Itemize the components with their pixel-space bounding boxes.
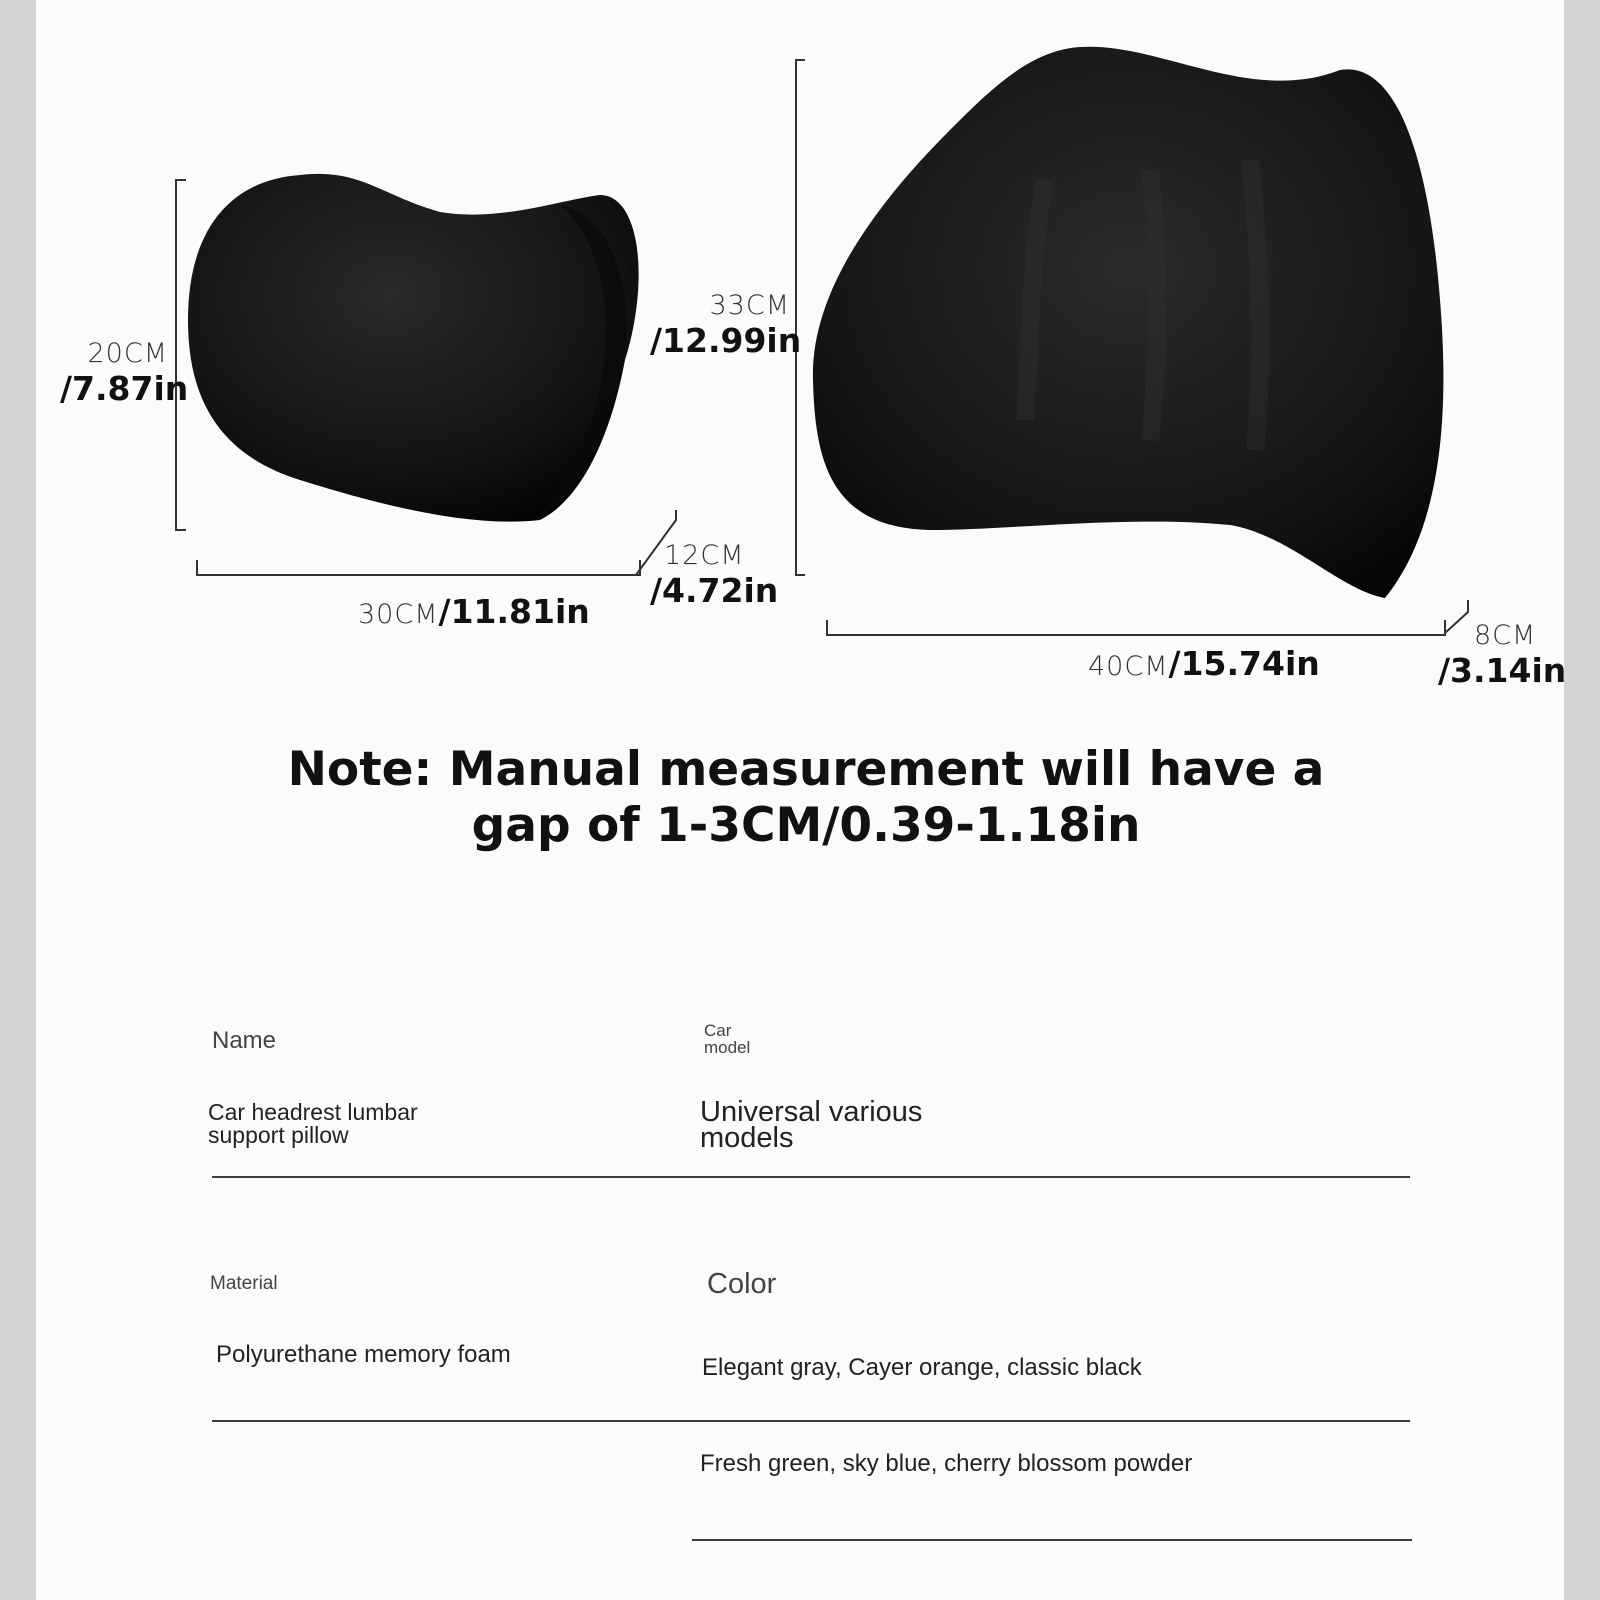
headrest-width-in: /11.81in <box>438 592 590 631</box>
lumbar-pillow <box>813 47 1444 598</box>
name-value: Car headrest lumbar support pillow <box>208 1099 418 1148</box>
material-value: Polyurethane memory foam <box>216 1341 511 1368</box>
lumbar-height-in: /12.99in <box>650 321 802 360</box>
color-label: Color <box>707 1268 777 1300</box>
headrest-depth-cm: 12CM <box>664 540 745 571</box>
material-label: Material <box>210 1273 278 1294</box>
car-model-label: Car model <box>704 1021 751 1057</box>
color-value-2: Fresh green, sky blue, cherry blossom powder <box>700 1450 1193 1477</box>
lumbar-height-cm: 33CM <box>709 290 790 321</box>
headrest-width-cm: 30CM <box>358 599 439 630</box>
lumbar-width-in: /15.74in <box>1168 644 1320 683</box>
lumbar-depth-cm: 8CM <box>1474 620 1537 651</box>
headrest-depth-label <box>650 540 778 610</box>
name-label: Name <box>212 1027 277 1054</box>
lumbar-depth-in: /3.14in <box>1438 651 1567 690</box>
car-model-value: Universal various models <box>700 1096 923 1154</box>
measurement-note: Note: Manual measurement will have a gap of 1-3CM/0.39-1.18in <box>287 742 1325 853</box>
color-value-1: Elegant gray, Cayer orange, classic black <box>702 1354 1142 1381</box>
headrest-height-label <box>60 338 189 408</box>
product-illustration <box>0 0 1600 720</box>
headrest-pillow <box>188 174 639 522</box>
headrest-height-in: /7.87in <box>60 369 189 408</box>
headrest-depth-in: /4.72in <box>650 571 779 610</box>
spec-divider-1 <box>212 1176 1410 1178</box>
headrest-width-label <box>358 592 590 631</box>
lumbar-width-cm: 40CM <box>1088 651 1169 682</box>
lumbar-width-label <box>1088 644 1320 683</box>
headrest-height-cm: 20CM <box>87 338 168 369</box>
spec-divider-3 <box>692 1539 1412 1541</box>
spec-divider-2 <box>212 1420 1410 1422</box>
lumbar-height-label <box>650 290 802 360</box>
lumbar-depth-label <box>1438 620 1566 690</box>
